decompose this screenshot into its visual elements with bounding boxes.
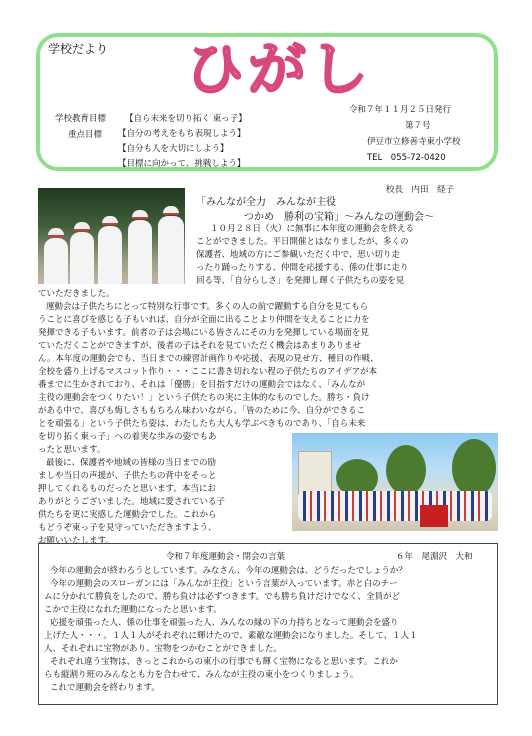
article-line: 発揮できる子もいます。前者の子は会場にいる皆さんにその力を発揮している場面を見 [38, 328, 369, 338]
article-author: 校長 内田 経子 [386, 185, 455, 195]
speech-line: こかで主役になれた運動になったと思います。 [44, 605, 222, 615]
article-line: 番までに生かされており、それは「優勝」を目指すだけの運動会ではなく、「みんなが [38, 380, 366, 390]
group-photo [292, 433, 498, 531]
article-line: ていただくことができますが、後者の子はそれを見ていただく機会はあまりありませ [38, 341, 362, 351]
article-line: 最後に、保護者や地域の皆様の当日までの励 [46, 458, 217, 468]
article-line: うことに喜びを感じる子もいれば、自分が全面に出ることより仲間を支えることに力を [38, 315, 370, 325]
article-line: ったり踊ったりする、仲間を応援する、係の仕事に走り [196, 263, 409, 273]
school-goal-text: 【自ら未来を切り拓く 東っ子】 [125, 114, 247, 124]
student-cap [74, 222, 90, 231]
speech-line: ムに分かれて勝負をしたので、勝ち負けは必ずつきます。でも勝ち負けだけでなく、全員がど [44, 592, 400, 602]
speech-line: 人、それぞれに宝物があり、宝物をつかむことができました。 [44, 644, 283, 654]
speech-line: らも縦割り班のみんなとも力を合わせて、みんなが主役の東小をつくりましょう。 [44, 670, 359, 680]
article-title-line2: つかめ 勝利の宝箱」～みんなの運動会～ [244, 212, 434, 223]
student-cap [132, 210, 148, 219]
article-title-line1: 「みんなが全力 みんなが主役 [196, 197, 336, 208]
tug-of-war-photo [38, 188, 185, 284]
student-figure [98, 226, 122, 284]
speech-line: 上げた人・・・。１人１人がそれぞれに輝けたので、素敵な運動会になりました。そして、１人１ [44, 631, 418, 641]
speech-title: 令和７年度運動会・閉会の言葉 [166, 552, 286, 562]
school-tel: TEL 055-72-0420 [367, 153, 446, 163]
article-line: 供たちを更に実感した運動会でした。これから [38, 510, 217, 520]
student-figure [158, 216, 184, 284]
article-line: 全校を盛り上げるマスコット作り・・・ここに書き切れない程の子供たちのアイデアが本 [38, 367, 378, 377]
speech-speaker: ６年 尾淵沢 大和 [396, 552, 473, 562]
student-figure [44, 238, 68, 284]
article-line: ましや当日の声援が、子供たちの背中をそっと [38, 471, 217, 481]
article-line: 押してくれるものだったと思います。本当にお [38, 484, 216, 494]
student-group [298, 491, 492, 521]
article-line: ったと思います。 [38, 445, 106, 455]
school-building [298, 451, 332, 495]
article-line: 回る等、「自分らしさ」を発揮し輝く子供たちの姿を見 [196, 276, 405, 286]
newsletter-title: ひがし [186, 35, 373, 103]
article-line: 保護者、地域の方にご参観いただく中で、思い切り走 [196, 250, 400, 260]
article-line: ありがとうございました。地域に愛されている子 [38, 497, 226, 507]
article-line: ていただきました。 [38, 289, 115, 299]
speech-line: 今年の運動会が終わろうとしています。みなさん、今年の運動会は、どうだったでしょうか？ [50, 566, 407, 576]
speech-line: これで運動会を終わります。 [50, 683, 160, 693]
article-line: １０月２８日（火）に無事に本年度の運動会を終える [210, 224, 415, 234]
issue-date: 令和７年１１月２５日発行 [349, 105, 452, 115]
focus-goal-item: 【目標に向かって、挑戦しよう】 [118, 159, 246, 169]
red-flag [420, 505, 448, 527]
article-line: ことができました。平日開催とはなりましたが、多くの [196, 237, 409, 247]
student-figure [128, 220, 152, 284]
tree [452, 439, 496, 497]
article-line: 運動会は子供たちにとって特別な行事です。多くの人の前で躍動する自分を見てもら [46, 302, 369, 312]
school-name: 伊豆市立修善寺東小学校 [367, 137, 461, 147]
article-line: 主役の運動会をつくりたい！」という子供たちの実に主体的なものでした。勝ち・負け [38, 393, 370, 403]
focus-goal-item: 【自分も人を大切にしよう】 [118, 144, 229, 154]
student-figure [70, 232, 94, 284]
student-cap [163, 206, 179, 215]
article-line: とを頑張る」という子供たち姿は、わたしたち大人も学ぶべきものであり、「自ら未来 [38, 419, 366, 429]
article-line: お願いいたします。 [38, 536, 114, 546]
speech-line: 応援を頑張った人、係の仕事を頑張った人、みんなの縁の下の力持ちとなって運動会を盛り [50, 618, 399, 628]
focus-goal-list [118, 127, 246, 172]
issue-number: 第７号 [405, 121, 431, 131]
speech-line: 今年の運動会のスローガンには「みんなが主役」という言葉が入っています。赤と白のチー [50, 579, 398, 589]
speech-line: それぞれ違う宝物は、きっとこれからの東小の行事でも輝く宝物になると思います。これか [50, 657, 398, 667]
school-news-label: 学校だより [48, 42, 109, 56]
article-line: がある中で、喜びも悔しさももちろん味わいながら、「皆のために今、自分ができるこ [38, 406, 366, 416]
focus-goal-label: 重点目標 [68, 130, 103, 140]
issue-info [349, 102, 461, 166]
school-goal-label: 学校教育目標 [55, 114, 107, 124]
student-cap [48, 228, 64, 237]
article-line: を切り拓く東っ子」への着実な歩みの姿でもあ [38, 432, 217, 442]
tree [386, 445, 426, 495]
article-line: もどうぞ東っ子を見守っていただきますよう、 [38, 523, 217, 533]
article-line: ん。本年度の運動会でも、当日までの練習計画作りや応援、表現の見せ方、種目の作戦、 [38, 354, 379, 364]
student-cap [102, 216, 118, 225]
focus-goal-item: 【自分の考えをもち表現しよう】 [118, 129, 246, 139]
